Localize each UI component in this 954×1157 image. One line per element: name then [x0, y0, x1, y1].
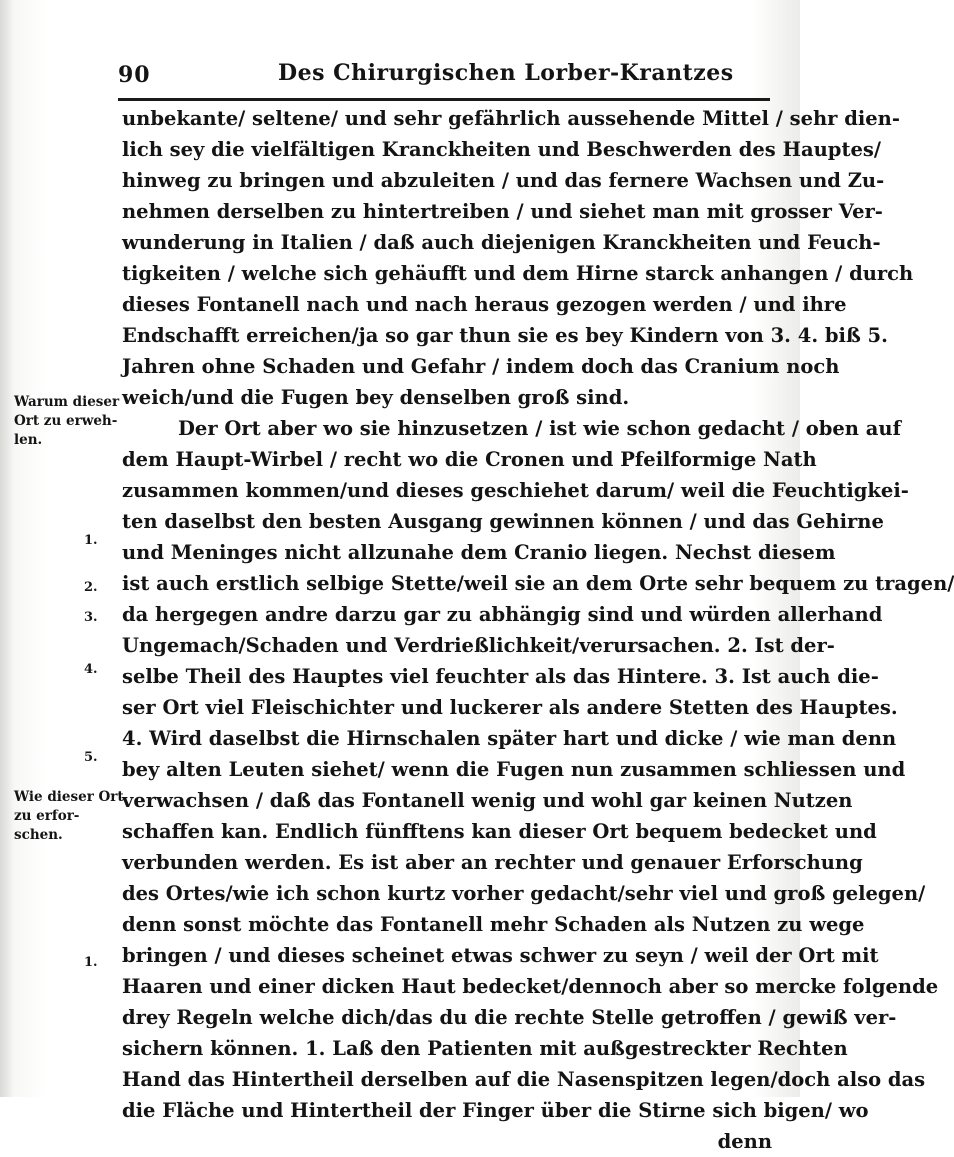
page-header: [118, 56, 768, 96]
text-line: drey Regeln welche dich/das du die rechte Stelle getroffen / gewiß ver-: [122, 1006, 897, 1029]
text-line: sichern können. 1. Laß den Patienten mit außgestreckter Rechten: [122, 1037, 848, 1060]
margin-number: 1.: [84, 533, 98, 548]
text-line: Der Ort aber wo sie hinzusetzen / ist wie schon gedacht / oben auf: [178, 417, 901, 440]
margin-number: 2.: [84, 580, 98, 595]
text-line: des Ortes/wie ich schon kurtz vorher gedacht/sehr viel und groß gelegen/: [122, 882, 926, 905]
text-line: die Fläche und Hintertheil der Finger über die Stirne sich bigen/ wo: [122, 1099, 869, 1122]
text-line: Jahren ohne Schaden und Gefahr / indem doch das Cranium noch: [122, 355, 840, 378]
text-line: und Meninges nicht allzunahe dem Cranio liegen. Nechst diesem: [122, 541, 836, 564]
text-line: tigkeiten / welche sich gehäufft und dem Hirne starck anhangen / durch: [122, 262, 914, 285]
text-line: Endschafft erreichen/ja so gar thun sie es bey Kindern von 3. 4. biß 5.: [122, 324, 888, 347]
text-line: ser Ort viel Fleischichter und luckerer als andere Stetten des Hauptes.: [122, 696, 898, 719]
body-text: [122, 103, 954, 1157]
catchword: denn: [717, 1130, 772, 1153]
text-line: wunderung in Italien / daß auch diejenigen Kranckheiten und Feuch-: [122, 231, 881, 254]
text-line: nehmen derselben zu hintertreiben / und siehet man mit grosser Ver-: [122, 200, 883, 223]
running-title: Des Chirurgischen Lorber-Krantzes: [278, 60, 734, 86]
text-line: bey alten Leuten siehet/ wenn die Fugen nun zusammen schliessen und: [122, 758, 906, 781]
text-line: unbekante/ seltene/ und sehr gefährlich aussehende Mittel / sehr dien-: [122, 107, 900, 130]
text-line: lich sey die vielfältigen Kranckheiten und Beschwerden des Hauptes/: [122, 138, 881, 161]
text-line: zusammen kommen/und dieses geschiehet darum/ weil die Feuchtigkei-: [122, 479, 909, 502]
text-line: Ungemach/Schaden und Verdrießlichkeit/verursachen. 2. Ist der-: [122, 634, 835, 657]
text-line: schaffen kan. Endlich fünfftens kan dieser Ort bequem bedecket und: [122, 820, 877, 843]
text-line: dem Haupt-Wirbel / recht wo die Cronen und Pfeilformige Nath: [122, 448, 817, 471]
text-line: Haaren und einer dicken Haut bedecket/dennoch aber so mercke folgende: [122, 975, 939, 998]
text-line: selbe Theil des Hauptes viel feuchter als das Hintere. 3. Ist auch die-: [122, 665, 879, 688]
text-line: bringen / und dieses scheinet etwas schwer zu seyn / weil der Ort mit: [122, 944, 879, 967]
margin-number: 3.: [84, 610, 98, 625]
text-line: verbunden werden. Es ist aber an rechter und genauer Erforschung: [122, 851, 863, 874]
text-line: dieses Fontanell nach und nach heraus gezogen werden / und ihre: [122, 293, 847, 316]
margin-number: 5.: [84, 750, 98, 765]
margin-note-location-search: Wie dieser Ort zu erfor-schen.: [14, 789, 124, 843]
header-rule: [118, 98, 770, 101]
margin-note-location-reason: Warum dieser Ort zu erweh-len.: [14, 394, 120, 448]
text-line: ten daselbst den besten Ausgang gewinnen können / und das Gehirne: [122, 510, 884, 533]
text-line: Hand das Hintertheil derselben auf die Nasenspitzen legen/doch also das: [122, 1068, 926, 1091]
page-edge-shadow: [0, 0, 14, 1097]
text-line: denn sonst möchte das Fontanell mehr Schaden als Nutzen zu wege: [122, 913, 865, 936]
text-line: ist auch erstlich selbige Stette/weil sie an dem Orte sehr bequem zu tragen/: [122, 572, 954, 595]
text-line: 4. Wird daselbst die Hirnschalen später hart und dicke / wie man denn: [122, 727, 897, 750]
margin-number: 4.: [84, 662, 98, 677]
text-line: verwachsen / daß das Fontanell wenig und wohl gar keinen Nutzen: [122, 789, 853, 812]
text-line: da hergegen andre darzu gar zu abhängig sind und würden allerhand: [122, 603, 883, 626]
text-line: hinweg zu bringen und abzuleiten / und das fernere Wachsen und Zu-: [122, 169, 885, 192]
page-number: 90: [118, 62, 151, 88]
margin-number: 1.: [84, 955, 98, 970]
text-line: weich/und die Fugen bey denselben groß sind.: [122, 386, 630, 409]
